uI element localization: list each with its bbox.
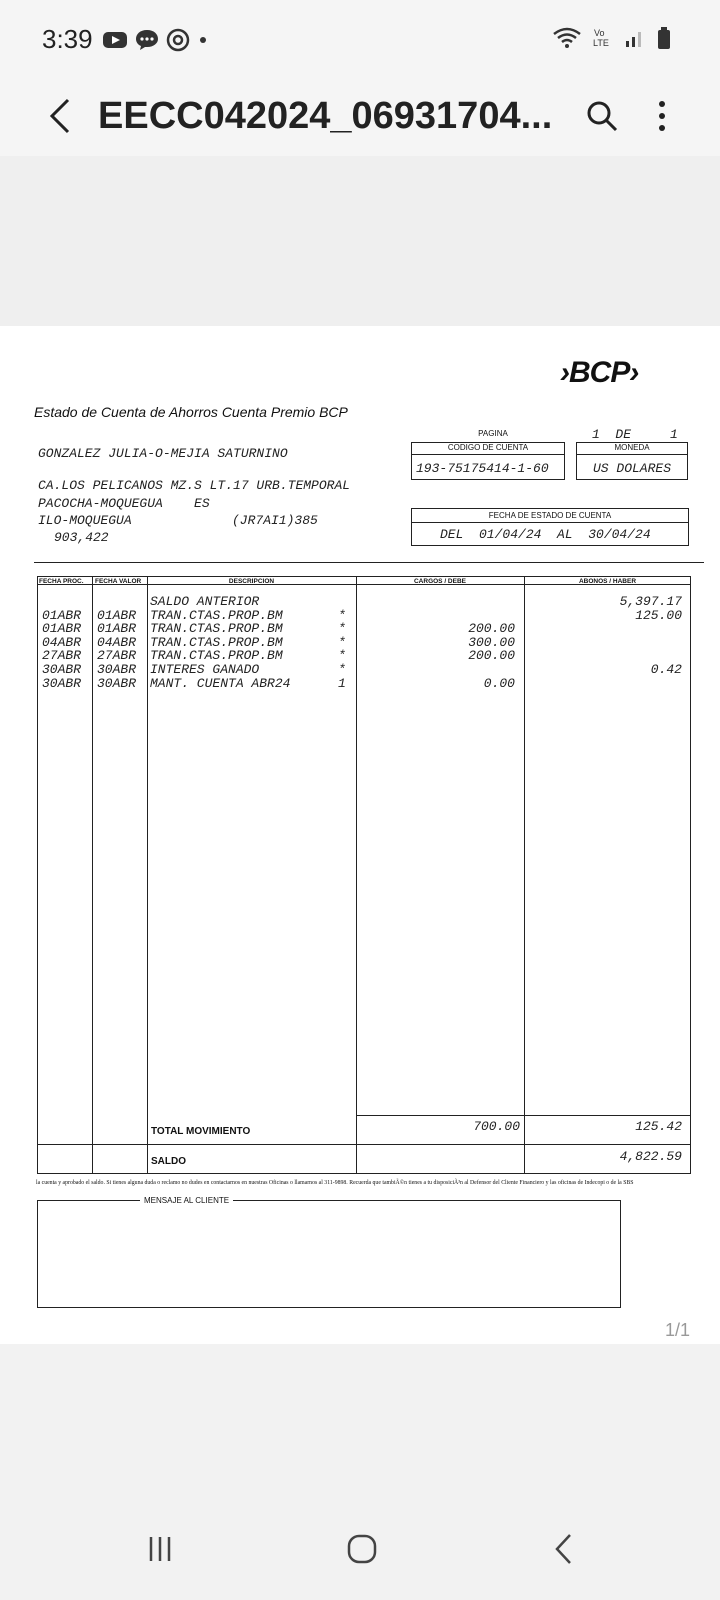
row-cargo: 300.00 bbox=[468, 634, 515, 650]
row-descripcion: TRAN.CTAS.PROP.BM bbox=[150, 648, 283, 664]
row-fecha-valor: 30ABR bbox=[97, 662, 137, 677]
mensaje-box bbox=[37, 1200, 621, 1308]
mensaje-label: MENSAJE AL CLIENTE bbox=[140, 1196, 233, 1205]
row-flag: * bbox=[338, 621, 346, 637]
row-fecha-valor: 01ABR bbox=[97, 607, 137, 623]
system-icons bbox=[552, 26, 672, 50]
codigo-label: CODIGO DE CUENTA bbox=[412, 443, 564, 455]
statement-heading: Estado de Cuenta de Ahorros Cuenta Premio BCP bbox=[34, 404, 348, 420]
row-descripcion: MANT. CUENTA ABR24 bbox=[150, 675, 291, 691]
wifi-icon bbox=[552, 27, 582, 49]
dot-icon bbox=[196, 33, 210, 47]
bcp-logo bbox=[560, 356, 638, 390]
customer-name: GONZALEZ JULIA-O-MEJIA SATURNINO bbox=[38, 446, 288, 461]
address-line-2: PACOCHA-MOQUEGUA ES bbox=[38, 496, 210, 511]
app-bar bbox=[0, 78, 720, 156]
statement-page[interactable] bbox=[0, 326, 720, 1344]
codigo-box bbox=[411, 442, 565, 480]
header-descripcion: DESCRIPCION bbox=[228, 578, 275, 585]
row-fecha-proc: 27ABR bbox=[42, 648, 82, 664]
row-fecha-proc: 04ABR bbox=[42, 634, 82, 650]
saldo-divider bbox=[37, 1144, 691, 1145]
row-flag: * bbox=[338, 607, 346, 623]
row-cargo: 200.00 bbox=[468, 648, 515, 664]
signal-icon bbox=[624, 27, 646, 49]
row-flag: * bbox=[338, 662, 346, 677]
header-fecha-valor: FECHA VALOR bbox=[95, 578, 142, 585]
back-button[interactable] bbox=[40, 88, 80, 144]
navigation-bar bbox=[0, 1500, 720, 1600]
nav-back-button[interactable] bbox=[534, 1524, 594, 1574]
status-time: 3:39 bbox=[42, 24, 93, 54]
row-flag: * bbox=[338, 648, 346, 664]
back-arrow-icon bbox=[48, 98, 72, 134]
search-icon bbox=[585, 99, 619, 133]
row-descripcion: SALDO ANTERIOR bbox=[150, 594, 260, 609]
col-divider bbox=[147, 576, 148, 1174]
saldo-value: 4,822.59 bbox=[619, 1149, 682, 1164]
col-divider bbox=[92, 576, 93, 1174]
row-flag: * bbox=[338, 634, 346, 650]
row-fecha-valor: 30ABR bbox=[97, 675, 137, 691]
saldo-label: SALDO bbox=[151, 1156, 186, 1167]
logo-chevron-icon: › bbox=[629, 356, 639, 389]
address-line-1: CA.LOS PELICANOS MZ.S LT.17 URB.TEMPORAL bbox=[38, 478, 351, 493]
address-line-4: 903,422 bbox=[54, 530, 109, 545]
svg-text:Vo: Vo bbox=[594, 28, 605, 38]
row-fecha-proc: 01ABR bbox=[42, 621, 82, 637]
more-vertical-icon bbox=[657, 100, 667, 132]
home-button[interactable] bbox=[332, 1524, 392, 1574]
row-flag: 1 bbox=[338, 675, 346, 691]
home-icon bbox=[346, 1533, 378, 1565]
header-cargos: CARGOS / DEBE bbox=[413, 578, 466, 585]
footnote: la cuenta y aprobado el saldo. Si tienes alguna duda o reclamo no dudes en contactarnos en nuestras Oficinas o llamarnos al 311-9898. Recuerda que tambiÃ©n tienes a tu disposiciÃ³n al Defensor del Cliente Financiero y las oficinas de Indecopi o de la SBS bbox=[36, 1180, 634, 1186]
total-cargos: 700.00 bbox=[473, 1119, 520, 1134]
header-fecha-proc: FECHA PROC. bbox=[39, 578, 84, 585]
row-fecha-valor: 27ABR bbox=[97, 648, 137, 664]
address-line-3: ILO-MOQUEGUA bbox=[38, 513, 132, 528]
viewer-background bbox=[0, 156, 720, 326]
row-descripcion: INTERES GANADO bbox=[150, 662, 260, 677]
pagina-value: 1 DE 1 bbox=[592, 427, 678, 442]
page-indicator: 1/1 bbox=[664, 1320, 690, 1340]
youtube-icon bbox=[102, 30, 128, 50]
status-bar bbox=[0, 0, 720, 78]
total-divider bbox=[356, 1115, 691, 1116]
more-options-button[interactable] bbox=[642, 92, 682, 140]
row-cargo: 0.00 bbox=[483, 675, 515, 691]
moneda-label: MONEDA bbox=[577, 443, 687, 455]
notification-icons bbox=[102, 28, 210, 52]
col-divider bbox=[524, 576, 525, 1174]
row-fecha-proc: 30ABR bbox=[42, 675, 82, 691]
row-descripcion: TRAN.CTAS.PROP.BM bbox=[150, 634, 283, 650]
chrome-icon bbox=[166, 28, 190, 52]
svg-text:LTE: LTE bbox=[593, 38, 609, 48]
col-divider bbox=[356, 576, 357, 1174]
moneda-value: US DOLARES bbox=[593, 461, 672, 476]
nav-back-icon bbox=[554, 1533, 574, 1565]
row-abono: 0.42 bbox=[650, 662, 682, 677]
row-abono: 125.00 bbox=[635, 607, 682, 623]
row-descripcion: TRAN.CTAS.PROP.BM bbox=[150, 621, 283, 637]
recents-icon bbox=[145, 1534, 175, 1564]
row-fecha-proc: 30ABR bbox=[42, 662, 82, 677]
row-fecha-valor: 04ABR bbox=[97, 634, 137, 650]
pagina-label: PAGINA bbox=[478, 429, 508, 438]
row-fecha-valor: 01ABR bbox=[97, 621, 137, 637]
address-code: (JR7AI1)385 bbox=[232, 513, 318, 528]
row-abono: 5,397.17 bbox=[619, 594, 682, 609]
divider bbox=[34, 562, 704, 563]
chat-icon bbox=[134, 28, 160, 52]
recents-button[interactable] bbox=[130, 1524, 190, 1574]
fecha-label: FECHA DE ESTADO DE CUENTA bbox=[412, 509, 688, 523]
row-cargo: 200.00 bbox=[468, 621, 515, 637]
row-fecha-proc: 01ABR bbox=[42, 607, 82, 623]
header-abonos: ABONOS / HABER bbox=[578, 578, 637, 585]
fecha-value: DEL 01/04/24 AL 30/04/24 bbox=[440, 527, 651, 542]
logo-text: BCP bbox=[569, 356, 630, 389]
moneda-box bbox=[576, 442, 688, 480]
row-descripcion: TRAN.CTAS.PROP.BM bbox=[150, 607, 283, 623]
document-title: EECC042024_06931704... bbox=[98, 95, 553, 137]
fecha-box bbox=[411, 508, 689, 546]
total-label: TOTAL MOVIMIENTO bbox=[151, 1126, 251, 1137]
battery-icon bbox=[656, 26, 672, 50]
total-abonos: 125.42 bbox=[635, 1119, 682, 1134]
search-button[interactable] bbox=[580, 92, 624, 140]
volte-icon bbox=[592, 27, 614, 49]
codigo-value: 193-75175414-1-60 bbox=[416, 461, 549, 476]
logo-chevron-icon: › bbox=[560, 356, 569, 389]
